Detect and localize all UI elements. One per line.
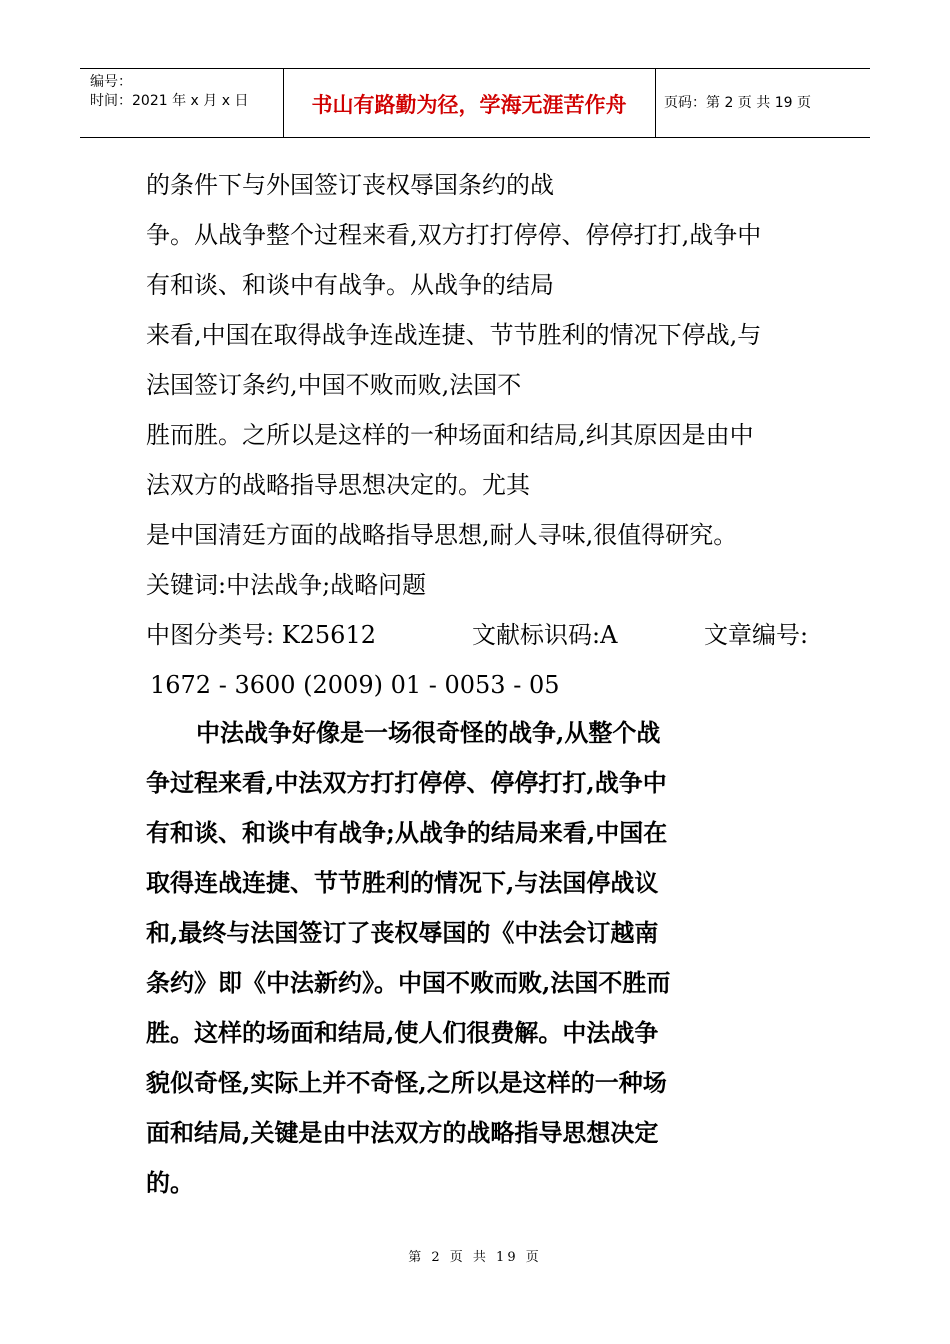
body-line: 有和谈、和谈中有战争;从战争的结局来看,中国在 (146, 818, 668, 847)
abstract-line: 法国签订条约,中国不败而败,法国不 (146, 371, 522, 399)
header-table (80, 68, 870, 138)
abstract-line: 法双方的战略指导思想决定的。尤其 (146, 471, 530, 499)
abstract-line: 是中国清廷方面的战略指导思想,耐人寻味,很值得研究。 (146, 521, 738, 549)
page-info: 页码：第 2 页 共 19 页 (664, 95, 811, 111)
document-code: 文献标识码:A (472, 621, 618, 649)
article-number-label: 文章编号: (704, 621, 809, 649)
keywords: 关键词:中法战争;战略问题 (146, 571, 427, 599)
body-line: 面和结局,关键是由中法双方的战略指导思想决定 (146, 1118, 659, 1147)
header-left-cell (80, 69, 284, 137)
header-right-cell (656, 69, 870, 137)
body-line: 取得连战连捷、节节胜利的情况下,与法国停战议 (146, 868, 659, 897)
page-footer: 第 2 页 共 19 页 (408, 1250, 542, 1265)
body-line: 中法战争好像是一场很奇怪的战争,从整个战 (196, 718, 661, 747)
body-line: 争过程来看,中法双方打打停停、停停打打,战争中 (146, 768, 667, 797)
classification-row (0, 620, 950, 650)
body-line: 条约》即《中法新约》。中国不败而败,法国不胜而 (146, 968, 671, 997)
body-line: 的。 (146, 1168, 194, 1197)
article-number: 1672 - 3600 (2009) 01 - 0053 - 05 (150, 671, 560, 699)
body-line: 胜。这样的场面和结局,使人们很费解。中法战争 (146, 1018, 659, 1047)
abstract-line: 有和谈、和谈中有战争。从战争的结局 (146, 271, 554, 299)
time-label: 时间：2021 年 x 月 x 日 (90, 93, 249, 109)
body-line: 貌似奇怪,实际上并不奇怪,之所以是这样的一种场 (146, 1068, 667, 1097)
header-middle-cell (283, 69, 656, 137)
abstract-line: 来看,中国在取得战争连战连捷、节节胜利的情况下停战,与 (146, 321, 762, 349)
motto: 书山有路勤为径，学海无涯苦作舟 (311, 93, 627, 117)
number-label: 编号： (90, 74, 132, 90)
abstract-line: 的条件下与外国签订丧权辱国条约的战 (146, 171, 554, 199)
body-line: 和,最终与法国签订了丧权辱国的《中法会订越南 (146, 918, 659, 947)
abstract-line: 胜而胜。之所以是这样的一种场面和结局,纠其原因是由中 (146, 421, 754, 449)
abstract-line: 争。从战争整个过程来看,双方打打停停、停停打打,战争中 (146, 221, 762, 249)
classification-number: 中图分类号: K25612 (146, 621, 376, 649)
